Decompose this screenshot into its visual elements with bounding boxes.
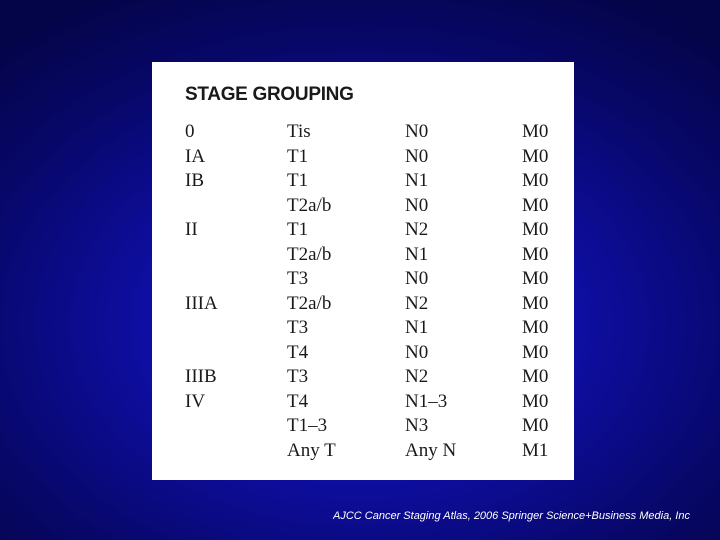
m-cell: M0 — [522, 268, 549, 289]
m-cell: M0 — [522, 170, 549, 191]
t-cell: T1 — [287, 219, 309, 240]
n-cell: Any N — [405, 439, 457, 461]
t-cell: Any T — [287, 439, 336, 461]
t-cell: T2a/b — [287, 243, 332, 265]
table-row — [185, 390, 565, 415]
table-row — [185, 194, 565, 219]
n-cell: N0 — [405, 268, 429, 289]
t-cell: T2a/b — [287, 194, 332, 216]
m-cell: M0 — [522, 219, 549, 240]
m-cell: M0 — [522, 317, 549, 338]
n-cell: N0 — [405, 121, 429, 142]
n-cell: N0 — [405, 341, 429, 363]
n-cell: N2 — [405, 219, 429, 240]
n-cell: N1 — [405, 243, 429, 265]
t-cell: T3 — [287, 317, 309, 338]
m-cell: M0 — [522, 292, 549, 314]
t-cell: T4 — [287, 390, 309, 412]
table-row — [185, 145, 565, 170]
m-cell: M0 — [522, 366, 549, 387]
stage-cell: IB — [185, 170, 204, 191]
n-cell: N0 — [405, 145, 429, 167]
table-row — [185, 169, 565, 194]
m-cell: M0 — [522, 415, 549, 436]
table-row — [185, 292, 565, 317]
table-row — [185, 218, 565, 243]
stage-cell: IIIB — [185, 366, 217, 387]
table-row — [185, 267, 565, 292]
m-cell: M0 — [522, 341, 549, 363]
t-cell: T1 — [287, 170, 309, 191]
n-cell: N2 — [405, 366, 429, 387]
stage-cell: IIIA — [185, 292, 218, 314]
m-cell: M0 — [522, 390, 549, 412]
n-cell: N1–3 — [405, 390, 448, 412]
stage-cell: II — [185, 219, 198, 240]
t-cell: T1 — [287, 145, 309, 167]
t-cell: T4 — [287, 341, 309, 363]
table-row — [185, 120, 565, 145]
source-citation: AJCC Cancer Staging Atlas, 2006 Springer Science+Business Media, Inc — [333, 510, 690, 522]
table-row — [185, 439, 565, 464]
stage-cell: IV — [185, 390, 206, 412]
table-row — [185, 316, 565, 341]
stage-cell: 0 — [185, 121, 195, 142]
table-heading: STAGE GROUPING — [185, 84, 354, 105]
n-cell: N1 — [405, 317, 429, 338]
t-cell: T3 — [287, 366, 309, 387]
table-row — [185, 414, 565, 439]
staging-table-card — [152, 62, 574, 480]
t-cell: T3 — [287, 268, 309, 289]
n-cell: N1 — [405, 170, 429, 191]
m-cell: M0 — [522, 194, 549, 216]
m-cell: M0 — [522, 243, 549, 265]
t-cell: Tis — [287, 121, 311, 142]
n-cell: N3 — [405, 415, 429, 436]
m-cell: M1 — [522, 439, 549, 461]
table-row — [185, 243, 565, 268]
table-row — [185, 365, 565, 390]
n-cell: N2 — [405, 292, 429, 314]
n-cell: N0 — [405, 194, 429, 216]
t-cell: T2a/b — [287, 292, 332, 314]
m-cell: M0 — [522, 121, 549, 142]
stage-cell: IA — [185, 145, 206, 167]
table-row — [185, 341, 565, 366]
staging-table — [185, 120, 565, 463]
m-cell: M0 — [522, 145, 549, 167]
t-cell: T1–3 — [287, 415, 328, 436]
